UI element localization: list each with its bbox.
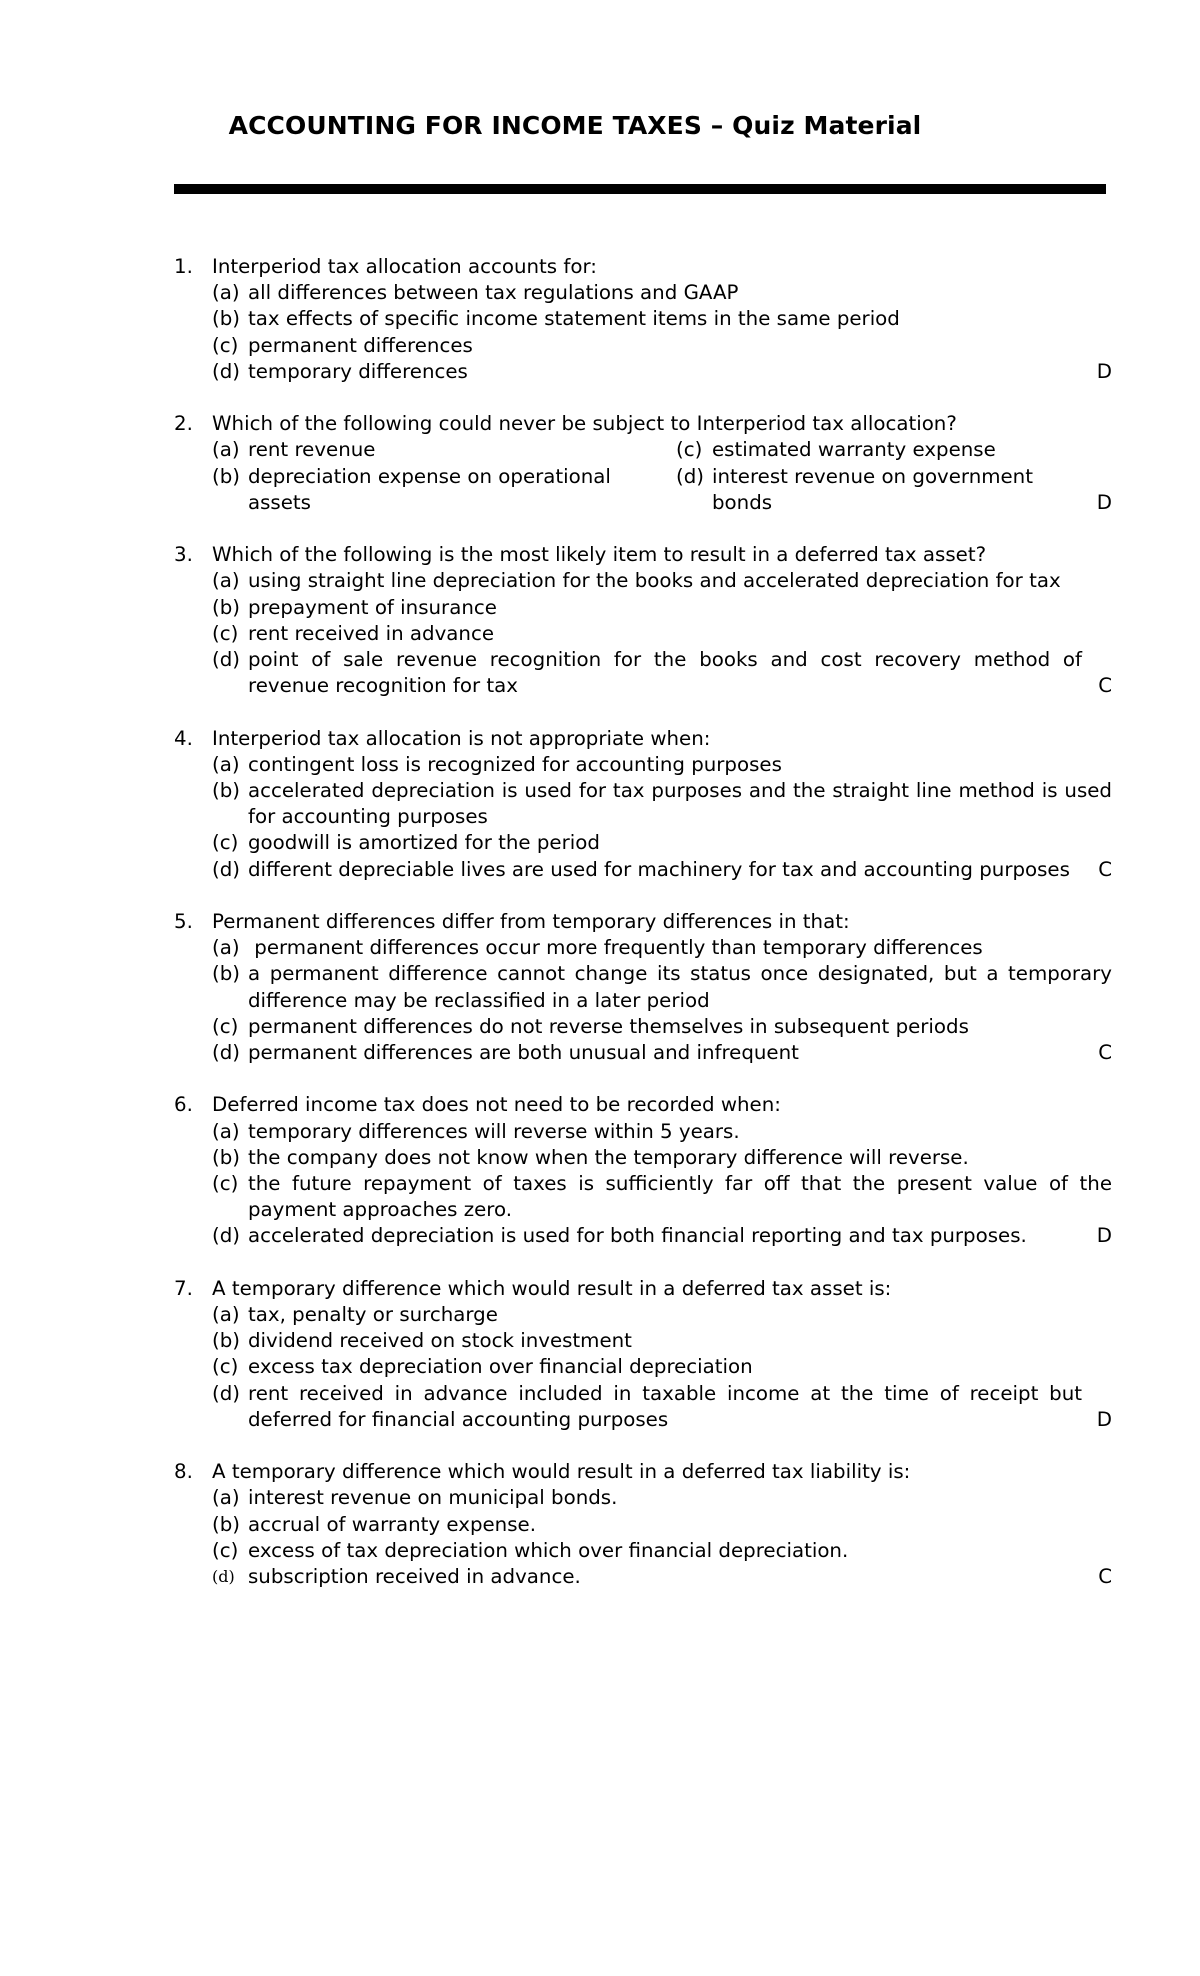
option-c: [212, 1171, 1112, 1223]
option-text: temporary differences: [248, 359, 468, 383]
option-d: [212, 359, 1112, 385]
question-number: 2.: [174, 412, 193, 436]
option-label: (b): [212, 307, 240, 331]
option-label: (b): [212, 464, 240, 488]
option-text: all differences between tax regulations and GAAP: [248, 281, 739, 305]
option-d: [212, 1381, 1112, 1433]
option-c: [212, 1538, 1112, 1564]
option-a: [212, 752, 1112, 778]
option-label: (d): [676, 464, 704, 488]
question-text: Which of the following could never be subject to Interperiod tax allocation?: [212, 412, 957, 436]
option-text: rent revenue: [248, 438, 376, 462]
question-number: 1.: [174, 255, 193, 278]
option-text: the company does not know when the temporary difference will reverse.: [248, 1145, 969, 1169]
option-label: (a): [212, 438, 240, 462]
option-c: [212, 333, 1112, 359]
option-label: (b): [212, 1145, 240, 1169]
option-label: (d): [212, 1567, 235, 1587]
option-b: [212, 306, 1112, 332]
option-d: [212, 1040, 1112, 1066]
option-text: point of sale revenue recognition for the books and cost recovery method of revenue recognition for tax: [248, 648, 1082, 698]
option-text: accelerated depreciation is used for tax purposes and the straight line method is used for accounting purposes: [248, 779, 1112, 829]
option-label: (c): [212, 333, 239, 357]
option-label: (d): [212, 1041, 240, 1065]
option-text: the future repayment of taxes is sufficiently far off that the present value of the payment approaches zero.: [248, 1172, 1112, 1222]
answer-key: D: [1096, 490, 1112, 514]
question-text: Interperiod tax allocation accounts for:: [212, 255, 597, 278]
option-b: [212, 1512, 1112, 1538]
option-text: estimated warranty expense: [712, 438, 996, 462]
option-text: temporary differences will reverse within 5 years.: [248, 1119, 740, 1143]
question-text: A temporary difference which would result in a deferred tax asset is:: [212, 1276, 892, 1300]
option-label: (a): [212, 1303, 240, 1327]
option-b: [212, 961, 1112, 1013]
option-label: (a): [212, 1119, 240, 1143]
option-label: (d): [212, 857, 240, 881]
option-d: [212, 857, 1112, 883]
question-number: 3.: [174, 543, 193, 567]
option-text: permanent differences: [248, 333, 473, 357]
option-text: contingent loss is recognized for accounting purposes: [248, 752, 782, 776]
option-text: excess of tax depreciation which over financial depreciation.: [248, 1538, 849, 1562]
option-text: goodwill is amortized for the period: [248, 831, 600, 855]
option-text: rent received in advance: [248, 621, 494, 645]
option-text: prepayment of insurance: [248, 595, 497, 619]
option-text: accrual of warranty expense.: [248, 1512, 536, 1536]
question-text: Which of the following is the most likely item to result in a deferred tax asset?: [212, 543, 987, 567]
option-label: (a): [212, 281, 240, 305]
option-label: (c): [212, 1172, 239, 1196]
question-number: 6.: [174, 1093, 193, 1117]
title-divider: [174, 184, 1106, 194]
option-b: [212, 778, 1112, 830]
option-c: [212, 1354, 1112, 1380]
option-a: [212, 1302, 1112, 1328]
question-7: [174, 1276, 1112, 1433]
option-row: [212, 437, 1112, 463]
question-text: Deferred income tax does not need to be recorded when:: [212, 1093, 781, 1117]
option-text: excess tax depreciation over financial depreciation: [248, 1355, 753, 1379]
option-label: (c): [212, 621, 239, 645]
option-c: [676, 437, 1112, 463]
answer-key: C: [1098, 674, 1112, 698]
option-label: (a): [212, 1486, 240, 1510]
question-8: [174, 1459, 1112, 1590]
option-label: (b): [212, 779, 240, 803]
option-label: (c): [212, 1355, 239, 1379]
question-3: [174, 542, 1112, 699]
option-text: tax, penalty or surcharge: [248, 1303, 498, 1327]
option-b: [212, 464, 676, 516]
question-6: [174, 1092, 1112, 1249]
option-label: (a): [212, 569, 240, 593]
option-text: permanent differences are both unusual and infrequent: [248, 1041, 799, 1065]
option-d: [676, 464, 1112, 516]
option-label: (d): [212, 648, 240, 672]
answer-key: C: [1098, 857, 1112, 881]
option-text: a permanent difference cannot change its status once designated, but a temporary difference may be reclassified in a later period: [248, 962, 1112, 1012]
option-a: [212, 1485, 1112, 1511]
answer-key: D: [1096, 1407, 1112, 1431]
question-text: A temporary difference which would result in a deferred tax liability is:: [212, 1460, 911, 1484]
option-label: (c): [212, 1538, 239, 1562]
option-label: (b): [212, 595, 240, 619]
question-number: 5.: [174, 910, 193, 934]
option-a: [212, 568, 1112, 594]
option-text: accelerated depreciation is used for both financial reporting and tax purposes.: [248, 1224, 1027, 1248]
option-text: subscription received in advance.: [248, 1565, 581, 1589]
question-5: [174, 909, 1112, 1066]
option-a: [212, 1119, 1112, 1145]
option-a: [212, 935, 1112, 961]
question-text: Permanent differences differ from temporary differences in that:: [212, 910, 850, 934]
option-label: (d): [212, 1224, 240, 1248]
option-text: rent received in advance included in taxable income at the time of receipt but deferred for financial accounting purposes: [248, 1381, 1082, 1431]
document-title: ACCOUNTING FOR INCOME TAXES – Quiz Material: [228, 111, 922, 140]
question-text: Interperiod tax allocation is not appropriate when:: [212, 726, 711, 750]
option-c: [212, 830, 1112, 856]
answer-key: C: [1098, 1565, 1112, 1589]
option-text: different depreciable lives are used for machinery for tax and accounting purposes: [248, 857, 1070, 881]
option-d: [212, 647, 1112, 699]
option-d: [212, 1223, 1112, 1249]
question-number: 7.: [174, 1276, 193, 1300]
option-row: [212, 464, 1112, 516]
option-label: (c): [676, 438, 703, 462]
option-b: [212, 595, 1112, 621]
option-label: (b): [212, 1329, 240, 1353]
option-label: (b): [212, 1512, 240, 1536]
question-number: 8.: [174, 1460, 193, 1484]
option-text: interest revenue on municipal bonds.: [248, 1486, 618, 1510]
question-1: [174, 254, 1112, 385]
option-label: (d): [212, 1381, 240, 1405]
option-label: (c): [212, 1014, 239, 1038]
option-text: using straight line depreciation for the books and accelerated depreciation for tax: [248, 569, 1061, 593]
option-text: tax effects of specific income statement items in the same period: [248, 307, 900, 331]
question-2: [174, 411, 1112, 516]
option-b: [212, 1328, 1112, 1354]
option-a: [212, 280, 1112, 306]
option-b: [212, 1145, 1112, 1171]
option-text: permanent differences occur more frequently than temporary differences: [248, 936, 983, 960]
question-list: [174, 254, 1112, 1616]
option-d: [212, 1564, 1112, 1590]
answer-key: D: [1096, 1224, 1112, 1248]
option-label: (d): [212, 359, 240, 383]
option-a: [212, 437, 676, 463]
question-4: [174, 726, 1112, 883]
option-text: depreciation expense on operational assets: [248, 464, 611, 514]
option-label: (a): [212, 752, 240, 776]
option-c: [212, 1014, 1112, 1040]
option-c: [212, 621, 1112, 647]
question-number: 4.: [174, 726, 193, 750]
option-text: permanent differences do not reverse themselves in subsequent periods: [248, 1014, 969, 1038]
option-label: (c): [212, 831, 239, 855]
answer-key: D: [1096, 359, 1112, 383]
answer-key: C: [1098, 1041, 1112, 1065]
option-text: interest revenue on government bonds: [712, 464, 1033, 514]
option-label: (a): [212, 936, 240, 960]
option-text: dividend received on stock investment: [248, 1329, 632, 1353]
option-label: (b): [212, 962, 240, 986]
